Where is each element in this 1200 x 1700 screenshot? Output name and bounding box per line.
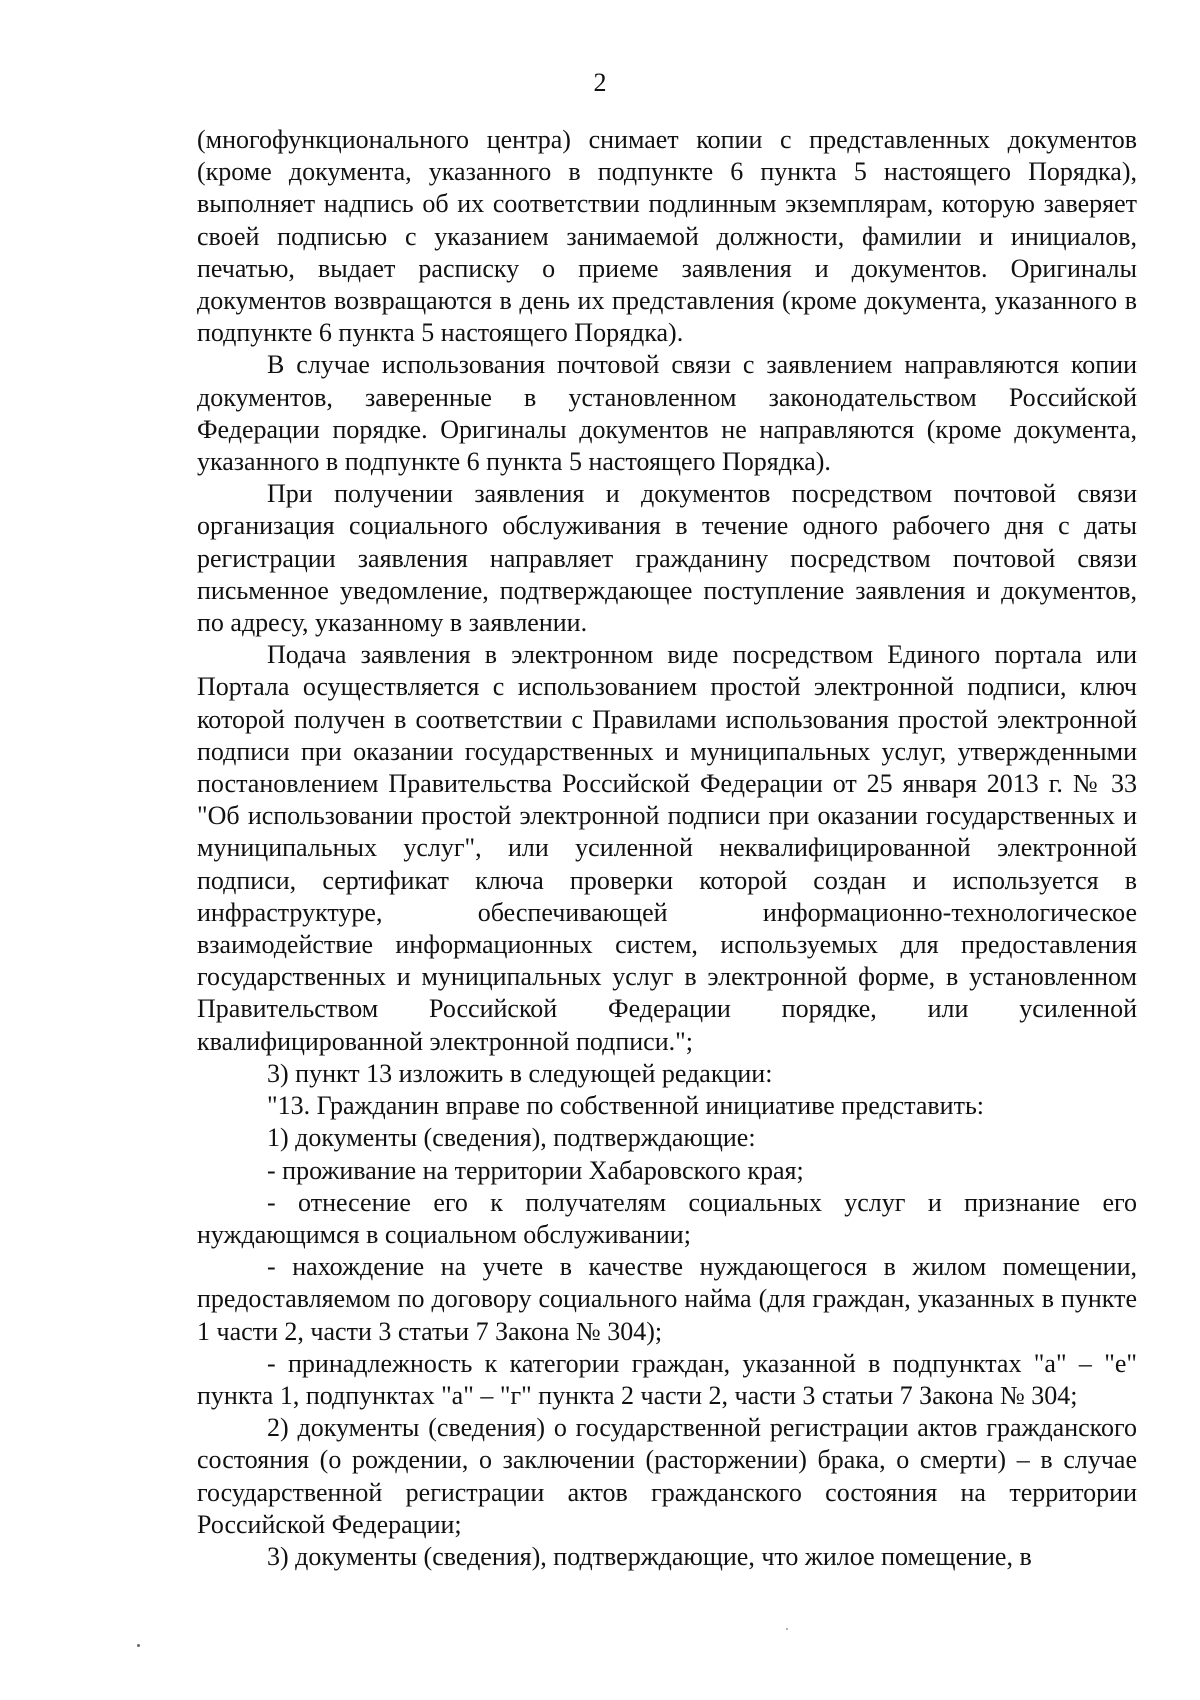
page-number: 2 — [593, 68, 607, 97]
paragraph-11: - принадлежность к категории граждан, указанной в подпунктах "а" – "е" пункта 1, подпунктах "а" – "г" пункта 2 части 2, части 3 статьи 7 Закона № 304; — [197, 1348, 1137, 1410]
paragraph-1: (многофункционального центра) снимает копии с представленных документов (кроме документа, указанного в подпункте 6 пункта 5 настоящего Порядка), выполняет надпись об их соответствии подлинным экземплярам, которую заверяет своей подписью с указанием занимаемой должности, фамилии и инициалов, печатью, выдает расписку о приеме заявления и документов. Оригиналы документов возвращаются в день их представления (кроме документа, указанного в подпункте 6 пункта 5 настоящего Порядка). — [197, 125, 1137, 348]
scan-speck — [786, 1628, 788, 1630]
paragraph-7: 1) документы (сведения), подтверждающие: — [267, 1123, 756, 1153]
paragraph-8: - проживание на территории Хабаровского края; — [267, 1155, 804, 1185]
paragraph-5: 3) пункт 13 изложить в следующей редакции: — [267, 1058, 773, 1088]
document-body — [197, 124, 1137, 1573]
paragraph-3: При получении заявления и документов посредством почтовой связи организация социального обслуживания в течение одного рабочего дня с даты регистрации заявления направляет гражданину посредством почтовой связи письменное уведомление, подтверждающее поступление заявления и документов, по адресу, указанному в заявлении. — [197, 479, 1137, 638]
paragraph-13: 3) документы (сведения), подтверждающие, что жилое помещение, в — [267, 1541, 1032, 1571]
paragraph-2: В случае использования почтовой связи с заявлением направляются копии документов, заверенные в установленном законодательством Российской Федерации порядке. Оригиналы документов не направляются (кроме документа, указанного в подпункте 6 пункта 5 настоящего Порядка). — [197, 350, 1137, 477]
paragraph-10: - нахождение на учете в качестве нуждающегося в жилом помещении, предоставляемом по договору социального найма (для граждан, указанных в пункте 1 части 2, части 3 статьи 7 Закона № 304); — [197, 1252, 1137, 1346]
paragraph-12: 2) документы (сведения) о государственной регистрации актов гражданского состояния (о рождении, о заключении (расторжении) брака, о смерти) – в случае государственной регистрации актов гражданского состояния на территории Российской Федерации; — [197, 1413, 1137, 1539]
paragraph-4: Подача заявления в электронном виде посредством Единого портала или Портала осуществляется с использованием простой электронной подписи, ключ которой получен в соответствии с Правилами использования простой электронной подписи при оказании государственных и муниципальных услуг, утвержденными постановлением Правительства Российской Федерации от 25 января 2013 г. № 33 "Об использовании простой электронной подписи при оказании государственных и муниципальных услуг", или усиленной неквалифицированной электронной подписи, сертификат ключа проверки которой создан и используется в инфраструктуре, обеспечивающей информационно-технологическое взаимодействие информационных систем, используемых для предоставления государственных и муниципальных услуг в электронной форме, в установленном Правительством Российской Федерации порядке, или усиленной квалифицированной электронной подписи."; — [197, 640, 1137, 1056]
paragraph-9: - отнесение его к получателям социальных услуг и признание его нуждающимся в социальном обслуживании; — [197, 1187, 1137, 1249]
scan-speck — [137, 1644, 140, 1647]
paragraph-6: "13. Гражданин вправе по собственной инициативе представить: — [267, 1091, 985, 1121]
